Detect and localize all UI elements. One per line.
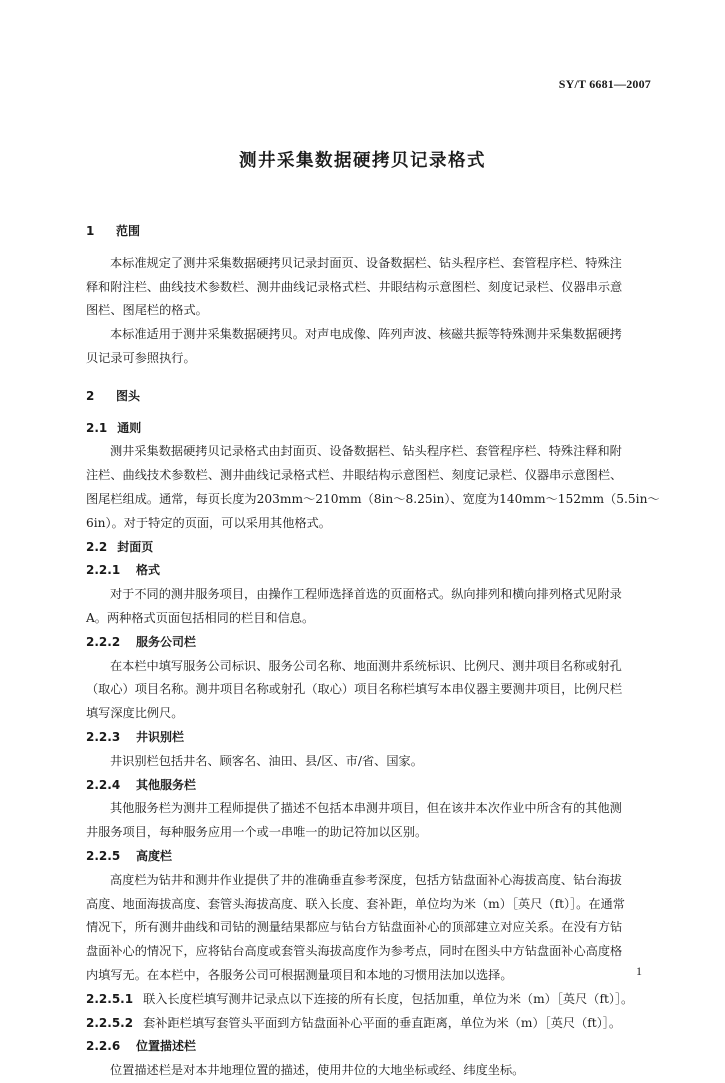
document-id: SY/T 6681—2007	[558, 77, 651, 91]
subsection-heading	[86, 845, 654, 869]
numbered-clause	[86, 1012, 654, 1036]
paragraph-line: 情况下，所有测井曲线和司钻的测量结果都应与钻台方钻盘面补心的顶部建立对应关系。在没有方钻	[86, 920, 623, 935]
section-title: 高度栏	[136, 848, 173, 863]
paragraph	[86, 323, 654, 371]
paragraph-line: 注栏、曲线技术参数栏、测井曲线记录格式栏、井眼结构示意图栏、刻度记录栏、仪器串示意图栏、	[86, 468, 623, 483]
numbered-clause	[86, 988, 654, 1012]
paragraph	[86, 750, 654, 774]
section-number: 1	[86, 224, 95, 238]
section-number: 2.2.5	[86, 848, 121, 863]
subsection-heading	[86, 726, 654, 750]
paragraph-line: 盘面补心的情况下，应将钻台高度或套管头海拔高度作为参考点，同时在图头中方钻盘面补心高度格	[86, 944, 623, 959]
section-heading	[86, 385, 654, 409]
paragraph-line: 填写深度比例尺。	[86, 706, 184, 721]
subsection-heading	[86, 559, 654, 583]
paragraph-line: 其他服务栏为测井工程师提供了描述不包括本串测井项目，但在该井本次作业中所含有的其他测	[110, 801, 622, 816]
paragraph-line: 图栏、图尾栏的格式。	[86, 303, 208, 318]
paragraph	[86, 655, 654, 726]
document-body	[86, 220, 660, 1083]
paragraph	[86, 252, 654, 323]
paragraph-line: 井服务项目，每种服务应用一个或一串唯一的助记符加以区别。	[86, 825, 428, 840]
section-number: 2.2	[86, 539, 108, 554]
subsection-heading	[86, 417, 654, 441]
section-number: 2	[86, 388, 95, 403]
subsection-heading	[86, 1035, 654, 1059]
paragraph-line: 位置描述栏是对本井地理位置的描述，使用井位的大地坐标或经、纬度坐标。	[110, 1063, 525, 1078]
section-title: 图头	[116, 388, 141, 403]
section-number: 2.1	[86, 420, 108, 435]
section-number: 2.2.1	[86, 563, 121, 578]
section-number: 2.2.3	[86, 729, 121, 744]
paragraph-line: 本标准适用于测井采集数据硬拷贝。对声电成像、阵列声波、核磁共振等特殊测井采集数据硬拷	[110, 327, 622, 342]
paragraph-line: 本标准规定了测井采集数据硬拷贝记录封面页、设备数据栏、钻头程序栏、套管程序栏、特殊注	[110, 255, 622, 270]
section-number: 2.2.6	[86, 1039, 121, 1054]
paragraph	[86, 869, 654, 988]
section-title: 井识别栏	[136, 729, 185, 744]
section-number: 2.2.2	[86, 634, 121, 649]
subsection-heading	[86, 774, 654, 798]
subsection-heading	[86, 631, 654, 655]
clause-text: 联入长度栏填写测井记录点以下连接的所有长度，包括加重，单位为米（m）［英尺（ft）］。	[143, 991, 634, 1006]
paragraph-line: 在本栏中填写服务公司标识、服务公司名称、地面测井系统标识、比例尺、测井项目名称或射孔	[110, 658, 622, 673]
paragraph-line: 图尾栏组成。通常，每页长度为203mm～210mm（8in～8.25in）、宽度为140mm～152mm（5.5in～	[86, 491, 660, 506]
section-title: 服务公司栏	[136, 634, 197, 649]
section-title: 通则	[117, 420, 142, 435]
section-heading	[86, 220, 654, 244]
section-number: 2.2.4	[86, 777, 121, 792]
section-title: 其他服务栏	[136, 777, 197, 792]
clause-text: 套补距栏填写套管头平面到方钻盘面补心平面的垂直距离，单位为米（m）［英尺（ft）］。	[143, 1015, 622, 1030]
section-title: 格式	[136, 563, 161, 578]
paragraph-line: A。两种格式页面包括相同的栏目和信息。	[86, 610, 315, 625]
paragraph	[86, 797, 654, 845]
paragraph-line: 对于不同的测井服务项目，由操作工程师选择首选的页面格式。纵向排列和横向排列格式见附录	[110, 587, 622, 602]
clause-number: 2.2.5.1	[86, 991, 134, 1006]
paragraph-line: 贝记录可参照执行。	[86, 350, 196, 365]
page-title: 测井采集数据硬拷贝记录格式	[239, 151, 486, 171]
section-title: 范围	[116, 224, 141, 238]
section-title: 位置描述栏	[136, 1039, 197, 1054]
page-number: 1	[636, 964, 642, 978]
paragraph	[86, 440, 660, 535]
paragraph-line: 内填写无。在本栏中，各服务公司可根据测量项目和本地的习惯用法加以选择。	[86, 967, 513, 982]
paragraph-line: （取心）项目名称。测井项目名称或射孔（取心）项目名称栏填写本串仪器主要测井项目，比例尺栏	[86, 682, 623, 697]
section-title: 封面页	[117, 539, 154, 554]
paragraph-line: 高度栏为钻井和测井作业提供了井的准确垂直参考深度，包括方钻盘面补心海拔高度、钻台海拔	[110, 872, 622, 887]
subsection-heading	[86, 536, 654, 560]
paragraph-line: 高度、地面海拔高度、套管头海拔高度、联入长度、套补距，单位均为米（m）［英尺（ft）］。在通常	[86, 896, 625, 911]
paragraph-line: 释和附注栏、曲线技术参数栏、测井曲线记录格式栏、井眼结构示意图栏、刻度记录栏、仪器串示意	[86, 279, 623, 294]
clause-number: 2.2.5.2	[86, 1015, 134, 1030]
paragraph-line: 井识别栏包括井名、顾客名、油田、县/区、市/省、国家。	[110, 753, 423, 768]
paragraph-line: 测井采集数据硬拷贝记录格式由封面页、设备数据栏、钻头程序栏、套管程序栏、特殊注释和附	[110, 444, 622, 459]
paragraph-line: 6in）。对于特定的页面，可以采用其他格式。	[86, 515, 331, 530]
paragraph	[86, 1059, 654, 1083]
paragraph	[86, 583, 654, 631]
